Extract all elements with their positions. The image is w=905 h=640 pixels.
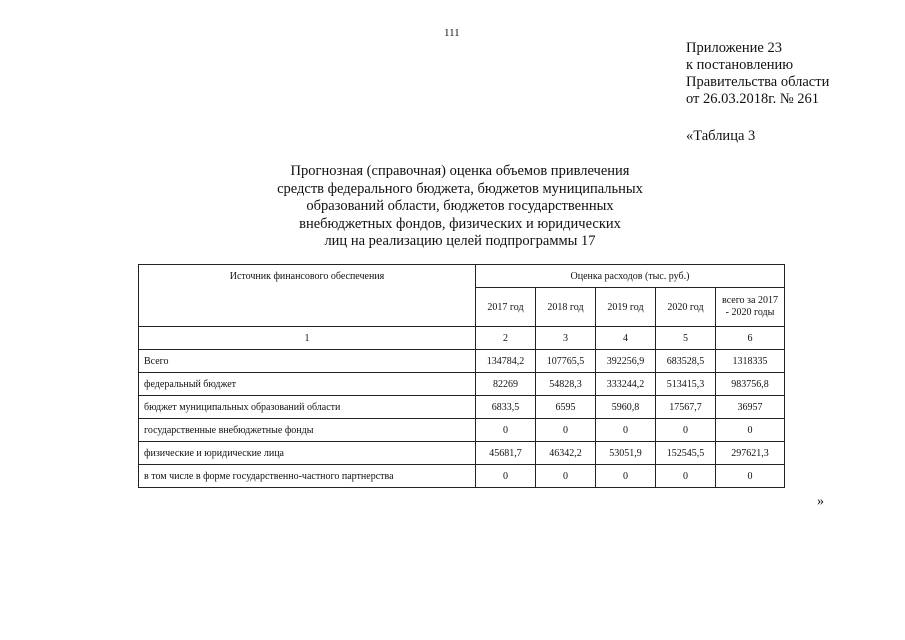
title-line: внебюджетных фондов, физических и юридических [299,215,621,232]
row-label: физические и юридические лица [139,442,476,465]
row-value: 0 [536,465,596,488]
row-total: 36957 [716,396,785,419]
appendix-line: Правительства области [686,74,830,90]
header-year: 2017 год [476,288,536,327]
row-value: 5960,8 [596,396,656,419]
row-value: 513415,3 [656,373,716,396]
row-value: 683528,5 [656,350,716,373]
row-total: 0 [716,419,785,442]
header-year: 2019 год [596,288,656,327]
row-label: бюджет муниципальных образований области [139,396,476,419]
column-number: 4 [596,327,656,350]
appendix-line: от 26.03.2018г. № 261 [686,91,820,107]
row-value: 0 [536,419,596,442]
row-label: федеральный бюджет [139,373,476,396]
column-number: 2 [476,327,536,350]
row-label: Всего [139,350,476,373]
row-value: 53051,9 [596,442,656,465]
row-value: 134784,2 [476,350,536,373]
table-row [139,373,785,396]
appendix-block [686,40,829,108]
table-header-row [139,265,785,288]
column-number: 1 [139,327,476,350]
table-row [139,419,785,442]
row-total: 983756,8 [716,373,785,396]
row-value: 152545,5 [656,442,716,465]
table-row [139,465,785,488]
document-title [250,163,670,251]
appendix-line: к постановлению [686,57,794,73]
row-value: 0 [476,465,536,488]
row-value: 6833,5 [476,396,536,419]
row-label: государственные внебюджетные фонды [139,419,476,442]
row-value: 0 [656,465,716,488]
header-estimate: Оценка расходов (тыс. руб.) [476,265,785,288]
row-total: 1318335 [716,350,785,373]
appendix-line: Приложение 23 [686,40,782,56]
header-year: 2018 год [536,288,596,327]
column-number: 3 [536,327,596,350]
row-value: 392256,9 [596,350,656,373]
row-value: 54828,3 [536,373,596,396]
row-value: 45681,7 [476,442,536,465]
table-row [139,396,785,419]
row-value: 0 [476,419,536,442]
column-number-row [139,327,785,350]
column-number: 5 [656,327,716,350]
row-value: 0 [656,419,716,442]
column-number: 6 [716,327,785,350]
header-year: 2020 год [656,288,716,327]
row-value: 0 [596,419,656,442]
table-row [139,350,785,373]
row-value: 333244,2 [596,373,656,396]
row-value: 107765,5 [536,350,596,373]
header-total: всего за 2017 - 2020 годы [716,288,785,327]
table-reference: «Таблица 3 [686,128,756,144]
title-line: лиц на реализацию целей подпрограммы 17 [324,233,596,249]
closing-quote: » [817,494,824,509]
title-line: средств федерального бюджета, бюджетов муниципальных [277,180,643,197]
title-line: образований области, бюджетов государственных [306,198,614,214]
row-value: 17567,7 [656,396,716,419]
title-line: Прогнозная (справочная) оценка объемов привлечения [290,163,630,179]
row-total: 297621,3 [716,442,785,465]
table-row [139,442,785,465]
funding-table [138,264,785,488]
row-value: 6595 [536,396,596,419]
row-value: 0 [596,465,656,488]
header-source: Источник финансового обеспечения [139,265,476,327]
row-total: 0 [716,465,785,488]
row-value: 82269 [476,373,536,396]
row-value: 46342,2 [536,442,596,465]
row-label: в том числе в форме государственно-частного партнерства [139,465,476,488]
page-number: 111 [444,27,460,39]
